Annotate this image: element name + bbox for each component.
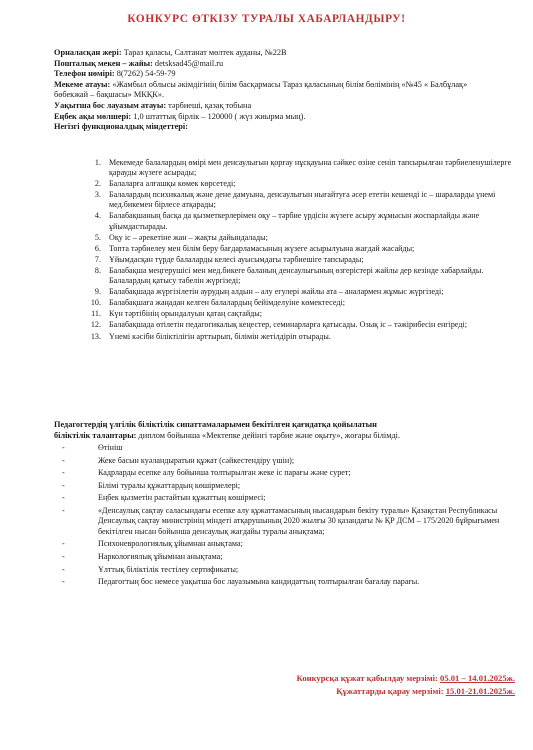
location-row (54, 48, 494, 59)
required-documents-list (56, 443, 506, 590)
phone-label: Телефон нөмірі: (54, 69, 115, 79)
document-item: - Наркологиялық ұйымнан анықтама; (56, 552, 506, 562)
duty-item: 7. Ұйымдасқан түрде балаларды келесі ауысымдағы тәрбиешіге тапсырады; (103, 255, 523, 265)
organization-label: Мекеме атауы: (54, 79, 111, 89)
duty-item: 11. Күн тәртібінің орындалуын қатаң сақтайды; (103, 309, 523, 319)
document-item: - Ұлттық біліктілік тестілеу сертификаты; (56, 565, 506, 575)
review-dates: 15.01-21.01.2025ж. (445, 686, 515, 696)
vacancy-label: Уақытша бос лауазым атауы: (54, 100, 167, 110)
duty-item: 12. Балабақшада өтілетін педагогикалық кеңестер, семинарларға қатысады. Озық іс – тәжірибесін енгіреді; (103, 320, 523, 330)
duty-item: 2. Балаларға алғашқы көмек көрсетеді; (103, 179, 523, 189)
vacancy-row (54, 101, 494, 112)
location-value: Тараз қаласы, Салтанат мөлтек ауданы, №22В (121, 48, 287, 57)
email-label: Пошталық мекен – жайы: (54, 58, 153, 68)
salary-value: 1,0 штаттық бірлік – 120000 ( жүз жиырма мың). (131, 111, 306, 121)
duties-heading-row (54, 122, 494, 133)
phone-row (54, 69, 494, 80)
document-item: - Педагогтың бос немесе уақытша бос лауазымына кандидаттың толтырылған бағалау парағы. (56, 577, 506, 587)
qualification-row (54, 431, 514, 442)
acceptance-label: Конкурсқа құжат қабылдау мерзімі: (296, 673, 441, 683)
salary-row (54, 112, 494, 123)
qualification-label: біліктілік талаптары: (54, 430, 137, 440)
organization-value: «Жамбыл облысы әкімдігінің білім басқармасы Тараз қаласының білім бөлімінің «№45 « Балбұлақ» бөбекжай – бақшасы» МКҚК». (54, 79, 468, 100)
document-item: - Психоневрологиялық ұйымнан анықтама; (56, 539, 506, 549)
location-label: Орналасқан жері: (54, 48, 122, 57)
organization-info (54, 48, 494, 133)
duties-list (86, 158, 523, 343)
qualification-heading: Педагогтердің үлгілік біліктілік сипаттамаларымен бекітілген қағидатқа қойылатын (54, 420, 377, 429)
phone-value: 8(7262) 54-59-79 (114, 69, 176, 79)
page-title: КОНКУРС ӨТКІЗУ ТУРАЛЫ ХАБАРЛАНДЫРУ! (127, 13, 406, 25)
document-item: - Жеке басын куәландыратын құжат (сәйкестендіру үшін); (56, 456, 506, 466)
duties-heading: Негізгі функционалдық міндеттері: (54, 122, 188, 132)
document-item: - Кадрларды есепке алу бойынша толтырылған жеке іс парағы және сурет; (56, 468, 506, 478)
duty-item: 5. Оқу іс – әрекетіне жан – жақты дайындалады; (103, 233, 523, 243)
acceptance-deadline (35, 673, 515, 683)
qualification-value: диплом бойынша «Мектепке дейінгі тәрбие және оқыту», жоғары білімді. (136, 430, 401, 440)
duty-item: 9. Балабақшада жүргізілетін аурудың алдын – алу егулері жайлы ата – аналармен жұмыс жүргізеді; (103, 287, 523, 297)
duty-item: 6. Топта тәрбиелеу мен білім беру бағдарламасының жүзеге асырылуына жағдай жасайды; (103, 244, 523, 254)
document-item: - Білімі туралы құжаттардың көшірмелері; (56, 481, 506, 491)
salary-label: Еңбек ақы мөлшері: (54, 111, 132, 121)
document-item: - Өтініш (56, 443, 506, 453)
email-row (54, 59, 494, 70)
document-item: - Еңбек қызметін растайтын құжаттың көшірмесі; (56, 493, 506, 503)
duty-item: 4. Балабақшаның басқа да қызметкерлерімен оқу – тәрбие үрдісін жүзеге асыру жұмысын жоспарлайды және ұйымдастырады. (103, 211, 523, 231)
organization-row (54, 80, 494, 101)
qualification-requirements (54, 420, 514, 441)
review-label: Құжаттарды қарау мерзімі: (336, 686, 446, 696)
duty-item: 13. Үнемі кәсіби біліктілігін арттырып, білімін жетілдіріп отырады. (103, 332, 523, 342)
vacancy-value: тәрбиеші, қазақ тобына (166, 100, 252, 110)
duty-item: 10. Балабақшаға жаңадан келген балалардың бейімделуіне көмектеседі; (103, 298, 523, 308)
acceptance-dates: 05.01 – 14.01.2025ж. (440, 673, 515, 683)
email-value[interactable]: detsksad45@mail.ru (152, 58, 224, 68)
duty-item: 1. Мекемеде балалардың өмірі мен денсаулығын қорғау нұсқауына сәйкес өзіне сеніп тапсырылған тәрбиеленушілерге қарауды жүзеге асырады; (103, 158, 523, 178)
duty-item: 8. Балабақша меңгерушісі мен мед.бикеге баланың денсаулығының өзгерістері жайлы дер кезінде хабарлайды. Балалардың қатысу табелін жүргізеді; (103, 266, 523, 286)
document-item: - «Денсаулық сақтау саласындағы есепке алу құжаттамасының нысандарын бекіту туралы» Қазақстан Республикасы Денсаулық сақтау министрінің міндеті атқарушының 2020 жылғы 30 қазандағы № ҚР ДСМ – 175/2020 бұйрығымен бекітілген нысан бойынша денсаулық жағдайы туралы анықтама; (56, 506, 506, 537)
duty-item: 3. Балалардың психикалық және дене дамуына, денсаулығын нығайтуға әсер ететін кешенді іс – шараларды үнемі мед.бикемен бірлесе атқарады; (103, 190, 523, 210)
review-deadline (35, 686, 515, 696)
